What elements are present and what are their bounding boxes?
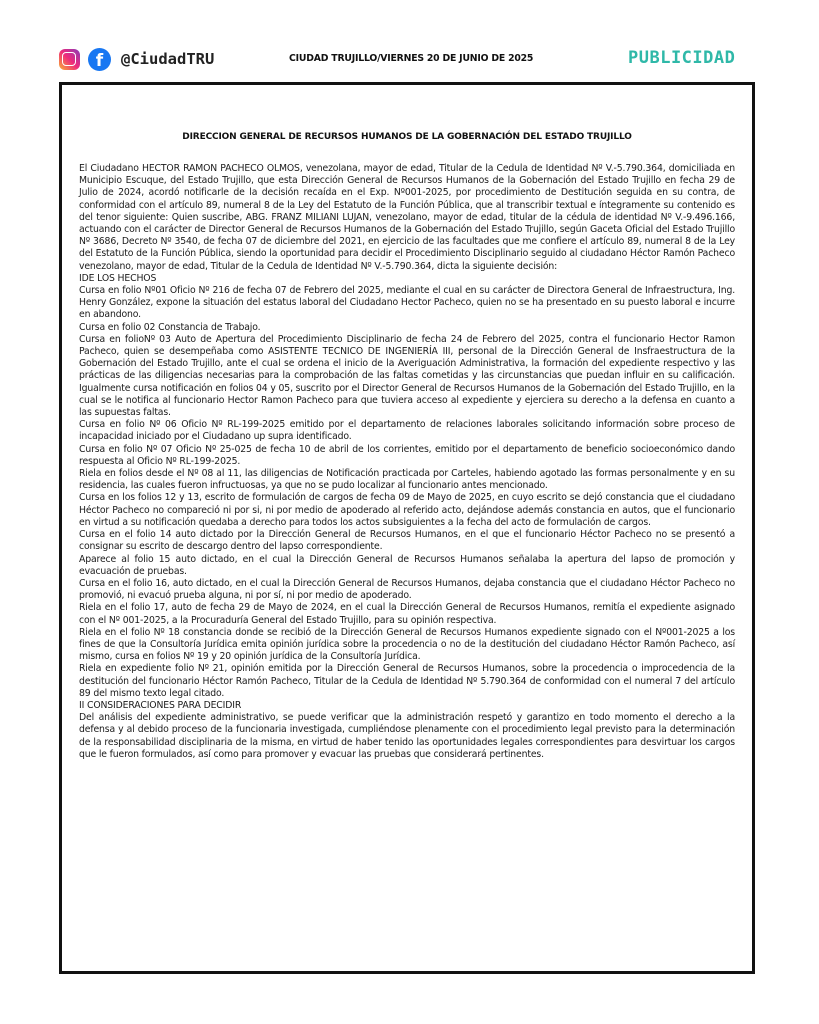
paragraph: Cursa en folio Nº 07 Oficio Nº 25-025 de fecha 10 de abril de los corrientes, emitido por el departamento de beneficio socioeconómico dando respuesta al Oficio Nº RL-199-2025. xyxy=(79,443,735,467)
section-heading-hechos: IDE LOS HECHOS xyxy=(79,272,157,284)
instagram-frame xyxy=(62,52,76,66)
notice-box xyxy=(59,82,755,974)
paragraph: Riela en el folio Nº 18 constancia donde se recibió de la Dirección General de Recursos Humanos expediente signado con el Nº001-2025 a los fines de que la Consultoría Jurídica emita opinión jurídica sobre la procedencia o no de la destitución del ciudadano Héctor Ramón Pacheco, así mismo, cursa en folios Nº 19 y 20 opinión jurídica de la Consultoría Jurídica. xyxy=(79,626,735,663)
paragraph: Riela en folios desde el Nº 08 al 11, las diligencias de Notificación practicada por Carteles, habiendo agotado las formas personalmente y en su residencia, las cuales fueron infructuosas, ya que no se pudo localizar al funcionario antes mencionado. xyxy=(79,468,735,492)
document-title: DIRECCION GENERAL DE RECURSOS HUMANOS DE LA GOBERNACIÓN DEL ESTADO TRUJILLO xyxy=(182,132,632,142)
paragraph: Riela en expediente folio Nº 21, opinión emitida por la Dirección General de Recursos Humanos, sobre la procedencia o improcedencia de la destitución del funcionario Héctor Ramón Pacheco, Titular de la Cedula de Identidad Nº 5.790.364 de conformidad con el numeral 7 del artículo 89 del mismo texto legal citado. xyxy=(79,663,735,699)
paragraph: Cursa en el folio 16, auto dictado, en el cual la Dirección General de Recursos Humanos, dejaba constancia que el ciudadano Héctor Pacheco no promovió, ni evacuó prueba alguna, ni por sí, ni por medio de apoderado. xyxy=(79,577,735,602)
social-handle: @CiudadTRU xyxy=(121,50,215,68)
paragraph: Cursa en folioNº 03 Auto de Apertura del Procedimiento Disciplinario de fecha 24 de Febrero del 2025, contra el funcionario Hector Ramon Pacheco, quien se desempeñaba como ASISTENTE TECNICO DE INGENIERÍA III, personal de la Dirección General de Insfraestructura de la Gobernación del Estado Trujillo, ante el cual se ordena el inicio de la Averiguación Administrativa, la formación del expediente respectivo y las prácticas de las diligencias necesarias para la comprobación de las faltas cometidas y las circunstancias que puedan influir en su calificación. Igualmente cursa notificación en folios 04 y 05, suscrito por el Director General de Recursos Humanos de la Gobernación del Estado Trujillo, en la cual se le notifica al funcionario Hector Ramon Pacheco para que tuviera acceso al expediente y ejerciera su derecho a la defensa en cuanto a las supuestas faltas. xyxy=(79,333,735,419)
facebook-icon[interactable]: f xyxy=(88,48,111,71)
paragraph: Riela en el folio 17, auto de fecha 29 de Mayo de 2024, en el cual la Dirección General de Recursos Humanos, remitía el expediente asignado con el Nº 001-2025, a la Procuraduría General del Estado Trujillo, para su opinión respectiva. xyxy=(79,602,735,626)
paragraph: Del análisis del expediente administrativo, se puede verificar que la administración respetó y garantizo en todo momento el derecho a la defensa y al debido proceso de la funcionaria investigada, cumpliéndose plenamente con el procedimiento legal previsto para la determinación de la responsabilidad disciplinaria de la misma, en virtud de haber tenido las oportunidades legales correspondientes para desvirtuar los cargos que le fueron formulados, así como para promover y evacuar las pruebas que considerará pertinentes. xyxy=(79,712,735,760)
paragraph: Cursa en el folio 14 auto dictado por la Dirección General de Recursos Humanos, en el que el funcionario Héctor Pacheco no se presentó a consignar su escrito de descargo dentro del lapso correspondiente. xyxy=(79,529,735,553)
page-header xyxy=(0,0,819,80)
section-heading-consideraciones: II CONSIDERACIONES PARA DECIDIR xyxy=(79,699,242,711)
paragraph: Cursa en los folios 12 y 13, escrito de formulación de cargos de fecha 09 de Mayo de 2025, en cuyo escrito se dejó constancia que el ciudadano Héctor Pacheco no compareció ni por si, ni por medio de apoderado al referido acto, dejándose además constancia en autos, que el funcionario en virtud a su notificación quedaba a derecho para todos los actos subsiguientes a la fecha del acto de formulación de cargos. xyxy=(79,492,735,528)
paragraph-intro: El Ciudadano HECTOR RAMON PACHECO OLMOS, venezolana, mayor de edad, Titular de la Cedula de Identidad Nº V.-5.790.364, domiciliada en Municipio Escuque, del Estado Trujillo, que esta Dirección General de Recursos Humanos de la Gobernación del Estado Trujillo en fecha 29 de Julio de 2024, acordó notificarle de la decisión recaída en el Exp. Nº001-2025, por procedimiento de Destitución seguida en su contra, de conformidad con el artículo 89, numeral 8 de la Ley del Estatuto de la Función Pública, que al transcribir textual e íntegramente su contenido es del tenor siguiente: Quien suscribe, ABG. FRANZ MILIANI LUJAN, venezolano, mayor de edad, titular de la cédula de identidad Nº V.-9.496.166, actuando con el carácter de Director General de Recursos Humanos de la Gobernación del Estado Trujillo, según Gaceta Oficial del Estado Trujillo Nº 3686, Decreto Nº 3540, de fecha 07 de diciembre del 2021, en ejercicio de las facultades que me confiere el artículo 89, numeral 8 de la Ley del Estatuto de la Función Pública, siendo la oportunidad para decidir el Procedimiento Disciplinario seguido al ciudadano Héctor Ramón Pacheco venezolano, mayor de edad, Titular de la Cedula de Identidad Nº V.-5.790.364, dicta la siguiente decisión: xyxy=(79,163,735,272)
paragraph: Cursa en folio 02 Constancia de Trabajo. xyxy=(79,321,261,333)
paragraph: Aparece al folio 15 auto dictado, en el cual la Dirección General de Recursos Humanos señalaba la apertura del lapso de promoción y evacuación de pruebas. xyxy=(79,553,735,577)
document-body xyxy=(79,163,735,761)
instagram-icon[interactable] xyxy=(59,49,80,70)
section-label: PUBLICIDAD xyxy=(628,48,736,68)
paragraph: Cursa en folio Nº 06 Oficio Nº RL-199-2025 emitido por el departamento de relaciones laborales solicitando información sobre proceso de incapacidad iniciado por el Ciudadano up supra identificado. xyxy=(79,419,735,443)
paragraph: Cursa en folio Nº01 Oficio Nº 216 de fecha 07 de Febrero del 2025, mediante el cual en su carácter de Directora General de Infraestructura, Ing. Henry González, expone la situación del estatus laboral del Ciudadano Hector Pacheco, quien no se ha presentado en su puesto laboral e incurre en abandono. xyxy=(79,285,735,321)
dateline: CIUDAD TRUJILLO/VIERNES 20 DE JUNIO DE 2025 xyxy=(289,53,534,64)
